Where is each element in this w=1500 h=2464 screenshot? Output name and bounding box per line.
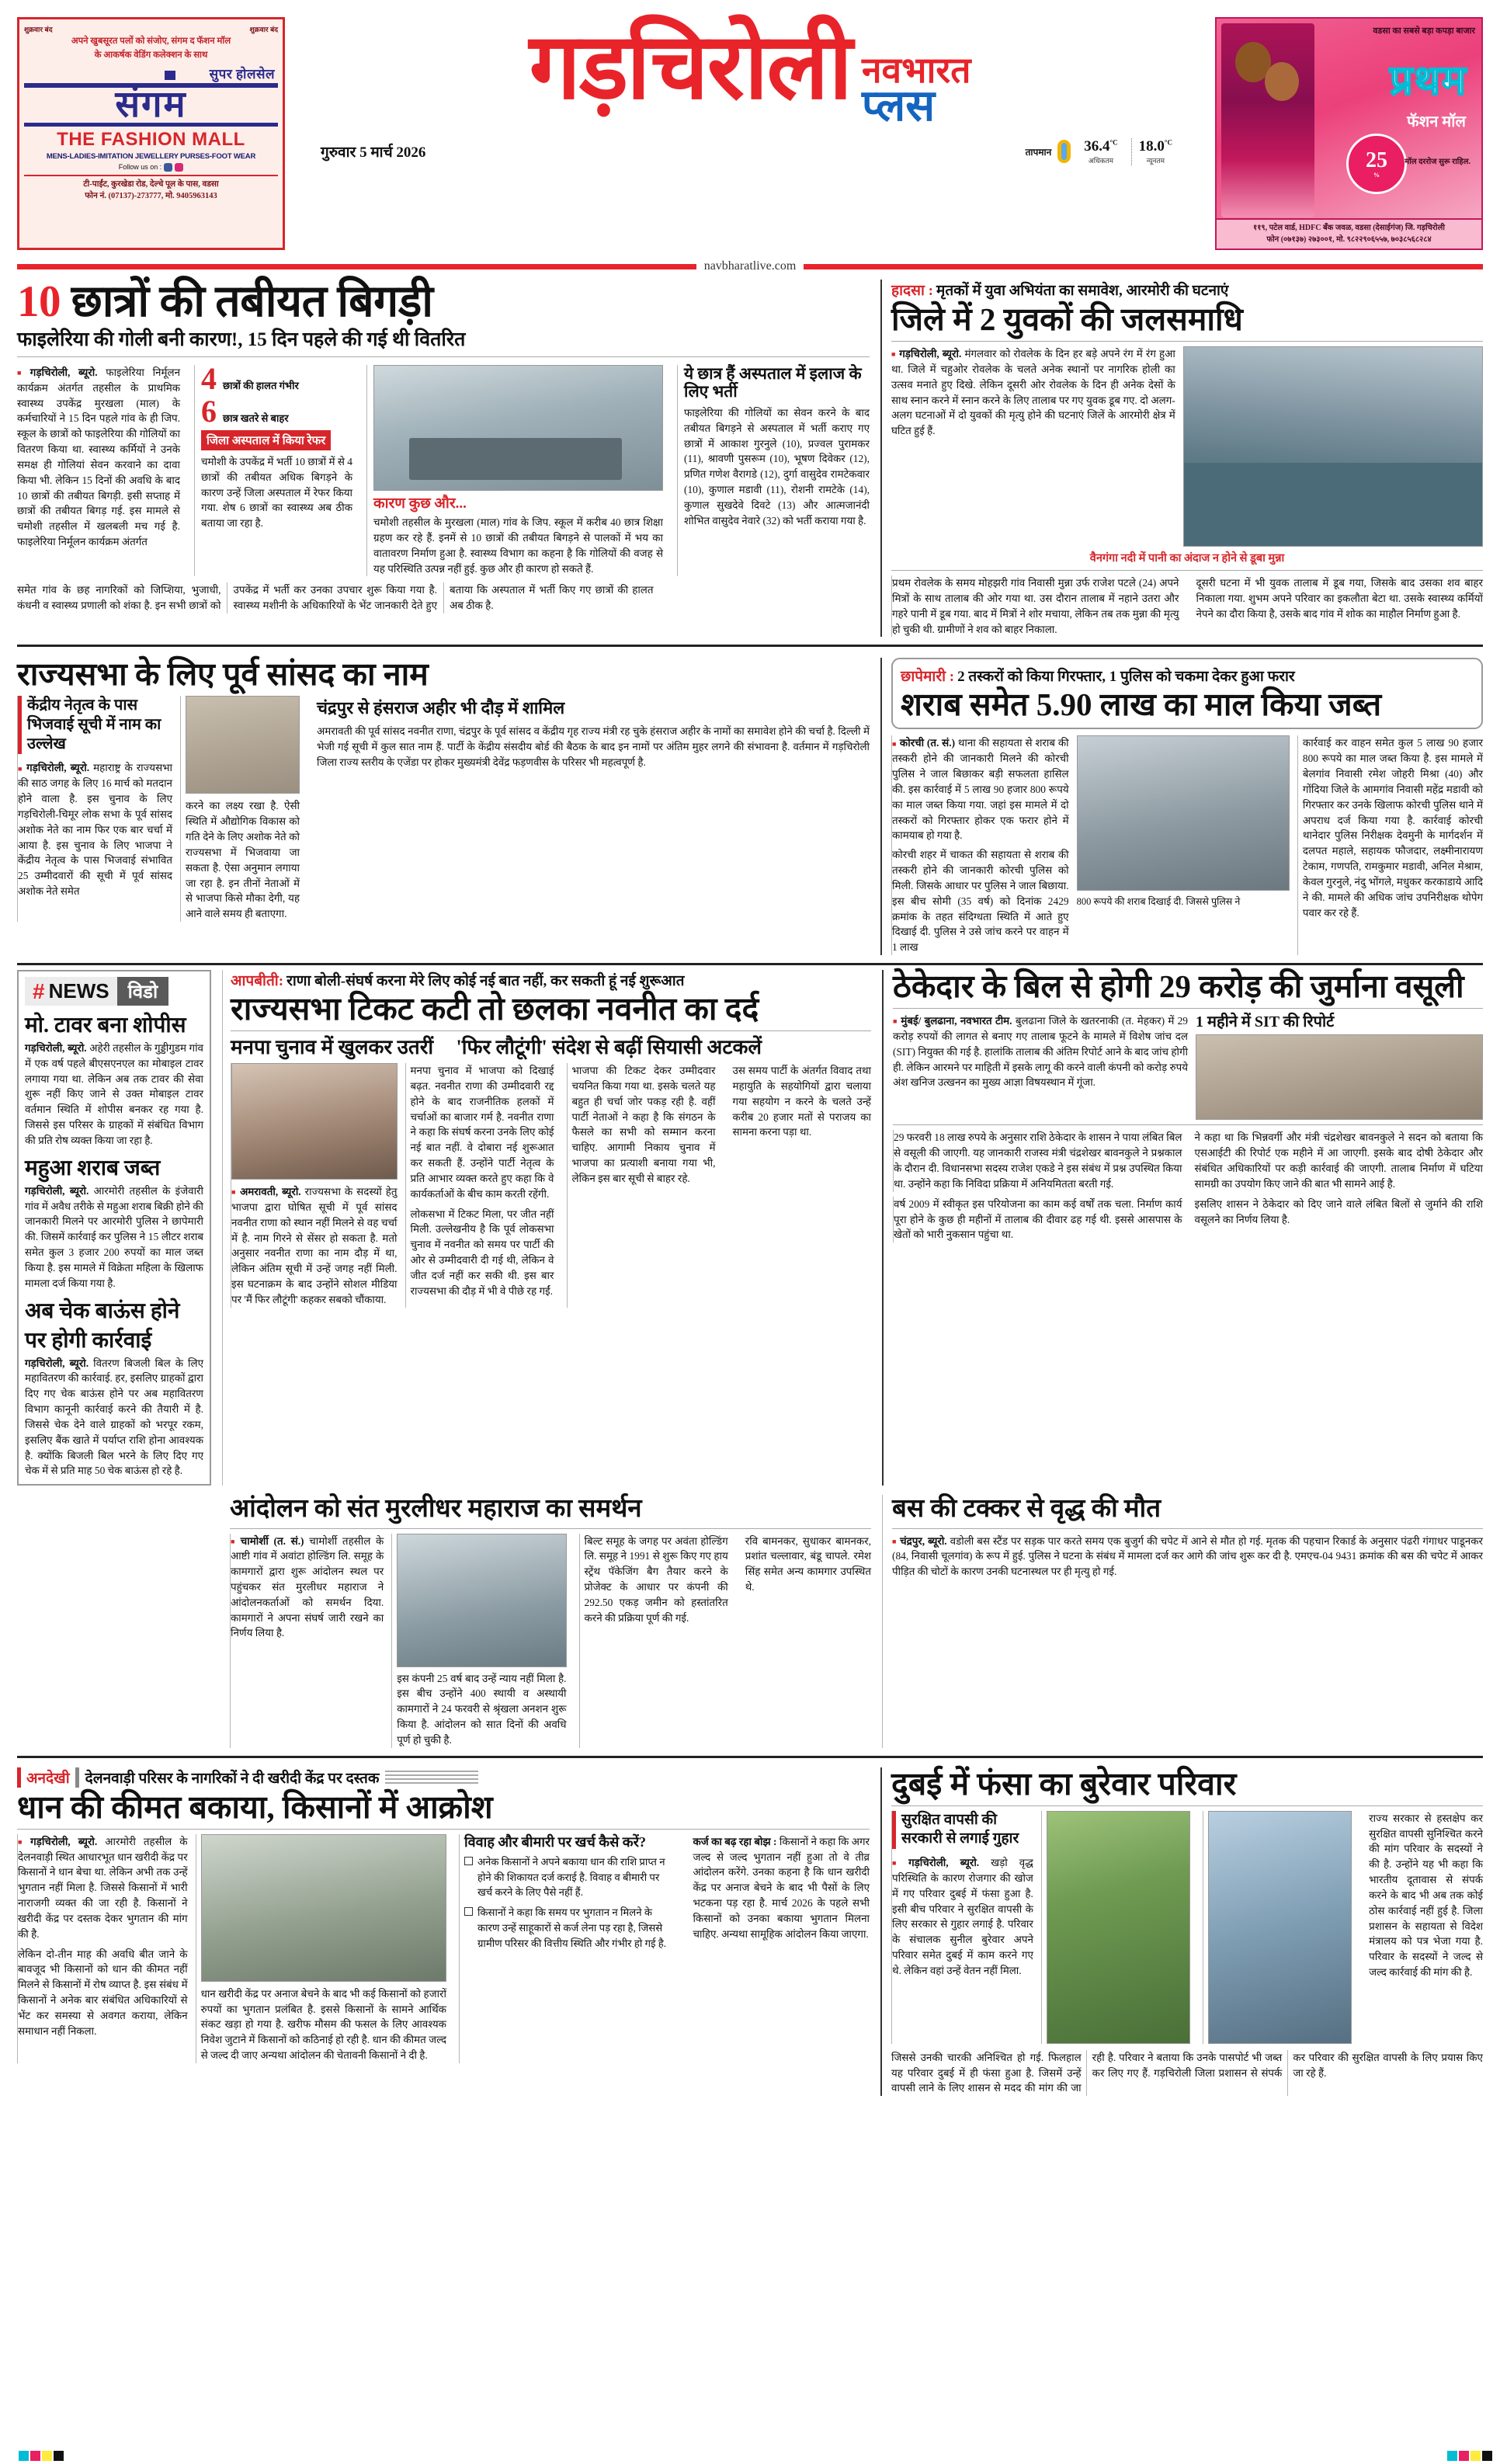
accident-divider [891, 341, 1483, 342]
checkbox-icon [464, 1857, 473, 1865]
navneet-col-1 [231, 1063, 398, 1308]
ad-pratham-topline: वडसा का सबसे बड़ा कपड़ा बाजार [1373, 26, 1475, 36]
news-item-2-title: महुआ शराब जब्त [25, 1156, 161, 1180]
dubai-divider [891, 1805, 1483, 1806]
thekedar-top [893, 1013, 1483, 1120]
ad-pratham-note: मॉल दररोज सुरू राहिल. [1405, 158, 1470, 166]
thekedar-headline: ठेकेदार के बिल से होगी 29 करोड़ की जुर्माना वसूली [893, 968, 1464, 1004]
top-section [17, 277, 1483, 637]
dhan-kicker: अनदेखी [17, 1767, 79, 1788]
thekedar-body-5: इसलिए शासन ने ठेकेदार को दिए जाने वाले लंबित बिलों से जुर्माने की राशि वसूलने का निर्णय लिया है. [1194, 1197, 1483, 1225]
dubai-columns [891, 1811, 1483, 2044]
thekedar-bottom [893, 1130, 1483, 1191]
dubai-headline: दुबई में फंसा का बुरेवार परिवार [891, 1765, 1237, 1802]
dhan-col-3 [459, 1834, 680, 2063]
raid-body-3: कार्रवाई कर वाहन समेत कुल 5 लाख 90 हजार 800 रूपये का माल जब्त किया है. इस मामले में बेलगांव निवासी रमेश जोहरी मिश्रा (40) और गोंदिया जिले के आमगांव निवासी महेंद्र मडावी को गिरफ्तार कर उनके खिलाफ कोरची पुलिस थाने में अपराध दर्ज किया गया है. कार्रवाई कोरची थानेदार पुलिस निरीक्षक देवमुनी के मार्गदर्शन में दलपत महाले, सहायक फौजदार, लक्ष्मीनारायण टेकाम, गणपति, रामकुमार मडावी, अनिल मेश्राम, केवल गुरनुले, नंदु भोंगले, मधुकर करकाडाये आदि ने की. मामले की अधिक जांच उपनिरीक्षक थोपेग पवार कर रहे हैं. [1302, 737, 1483, 919]
fact-2-text: छात्र खतरे से बाहर [223, 412, 289, 424]
dubai-body-2: जिससे उनकी चारकी अनिश्चित हो गई. फिलहाल यह परिवार दुबई में ही फंसा हुआ है. जिसमें उन्हें वापसी लाने के लिए शासन से मदद की मांग की जा रही है. परिवार ने बताया कि उनके पासपोर्ट भी जब्त कर लिए गए हैं. गड़चिरोली जिला प्रशासन से संपर्क कर परिवार की सुरक्षित वापसी के लिए प्रयास किए जा रहे हैं. [891, 2051, 1483, 2094]
andolan-col-1 [230, 1534, 384, 1748]
website-strip [17, 259, 1483, 273]
bus-body: ■ चंद्रपुर, ब्यूरो. वडोली बस स्टैंड पर सड़क पार करते समय एक बुजुर्ग की चपेट में आने से मौत हो गई. मृतक की पहचान रिकार्ड के अनुसार पंढरी गंगाधर पाडूनकर (84, निवासी चूलगांव) के रूप में हुई. पुलिस ने घटना के संबंध में मामला दर्ज कर आगे की जांच शुरू कर दी है. एमएच-04 9431 क्रमांक की बस की चपेट में आकर पीड़ित की चोटों के कारण उनकी घटनास्थल पर ही मृत्यु हो गई. [892, 1534, 1483, 1580]
andolan-body-2: इस कंपनी 25 वर्ष बाद उन्हें न्याय नहीं मिला है. इस बीच उन्होंने 400 स्थायी व अस्थायी कामगारों ने 24 फरवरी से श्रृंखला अनशन शुरू किया है. आंदोलन को सात दिनों की अवधि पूर्ण हो चुकी है. [397, 1672, 567, 1746]
navneet-body-4: लोकसभा में टिकट मिला, पर जीत नहीं मिली. उल्लेखनीय है कि पूर्व लोकसभा चुनाव में नवनीत को समय पर पार्टी की ओर से उम्मीदवारी दी गई थी, लेकिन वे जीत दर्ज नहीं कर सकी थी. इस बार राज्यसभा की दौड़ में भी वे पीछे रह गईं. [410, 1208, 554, 1297]
rajya-sabha-story [17, 658, 870, 955]
lead-right-body: फाइलेरिया की गोलियों का सेवन करने के बाद तबीयत बिगड़ने से अस्पताल में भर्ती कराए गए छात्रों में आकाश गुरनुले (10), प्रज्वल पुरामकर (11), श्रावणी पुसरूम (10), भूषण दिवेकर (12), प्रणित गणेश वैरागडे (12), दुर्गा वासुदेव रामटेकवार (10), कुणाल मडावी (11), रोशनी रामटेके (14), कुणाल सुखदेवे दिवटे (13) और आत्मजानंदी शोभित वासुदेव नेवारे (32) को भर्ती कराया गया है. [684, 406, 870, 527]
accident-body: ■ गड़चिरोली, ब्यूरो. मंगलवार को रोवलेक के दिन हर बड़े अपने रंग में रंग हुआ था. जिले में चहुओर रोवलेक के चलते अनेक स्थानों पर नागरिक होली का उत्सव मनाते हुए दिखे. लेकिन दूसरी ओर रोवलेक के दिन ही अनेक देसों के साथ स्नान करने में स्नान करने के लिए तालाब पर गए युवक डूब गए. दो अलग-अलग घटनाओं में दो युवकों की मृत्यु होने की घटनाएं जिलें के आरमोरी क्षेत्र में घटित हुई हैं. [891, 346, 1175, 547]
politician-portrait-photo [186, 696, 300, 794]
lead-continuation: समेत गांव के छह नागरिकों को जिप्शिया, भुजाधी, कंधनी व स्वास्थ्य प्रणाली को शंका है. इन सभी छात्रों को उपकेंद्र में भर्ती कर उनका उपचार शुरू किया गया है. स्वास्थ्य मशीनी के अधिकारियों के भेंट जानकारी देते हुए बताया कि अस्पताल में भर्ती किए गए छात्रों की हालत अब ठीक है. [17, 584, 654, 612]
ad-address-line2: फोन नं. (07137)-273777, मो. 9405963143 [85, 191, 217, 200]
fact-1-number: 4 [201, 360, 217, 396]
andolan-headline: आंदोलन को संत मुरलीधर महाराज का समर्थन [230, 1495, 642, 1524]
lead-divider [17, 356, 870, 357]
dhan-body-2: लेकिन दो-तीन माह की अवधि बीत जाने के बावजूद भी किसानों को धान की कीमत नहीं मिलने से किसानों में रोष व्याप्त है. इस संबंध में किसानों ने अनेक बार संबंधित अधिकारियों से भेंट कर समस्या से अवगत कराया, लेकिन समाधान नहीं निकला. [18, 1948, 188, 2037]
tab-video[interactable]: विडो [117, 977, 169, 1006]
raid-body-2: कोरची शहर में चाकत की सहायता से शराब की तस्करी होने की जानकारी कोरची पुलिस को मिली. जिसके आधार पर पुलिस ने जाल बिछाया. इस बीच सोमी (35 वर्ष) को दिनांक 2429 क्रमांक के तहत संदिग्धता स्थिति में आते हुए दिखाई दी. पुलिस ने उसे जांच करने पर वाहन में 1 लाख [892, 849, 1069, 954]
news-item-3-body: गड़चिरोली, ब्यूरो. वितरण बिजली बिल के लिए महावितरण की कार्रवाई. हर, इसलिए ग्राहकों द्वारा दिए गए चेक बाऊंस होने पर अब महावितरण विभाग कानूनी कार्रवाई करने की तैयारी में है. जिससे चेक देने वाले ग्राहकों को भरपूर रकम, इसलिए बैंक खाते में पर्याप्त राशि होना आवश्यक है. क्योंकि बिजली बिल भरने के लिए दिए गए चेक में से प्रति माह 50 चेक बाऊंस हो रहे है. [25, 1357, 204, 1477]
masthead [17, 0, 1483, 256]
temperature-label: तापमान [1025, 146, 1052, 158]
thekedar-body-2: 29 फरवरी 18 लाख रुपये के अनुसार राशि ठेकेदार के शासन ने पाया लंबित बिल से वसूली की जाएगी. यह जानकारी राजस्व मंत्री चंद्रशेखर बावनकुले ने प्रश्नकाल के दौरान दी. विधानसभा सदस्य राजेश एकडे ने इस संबंध में प्रश्न उपस्थित किया था. उन्होंने कहा कि निविदा प्रक्रिया में अनियमितता बरती गई. [893, 1130, 1187, 1191]
raid-col-1 [891, 735, 1069, 955]
dhan-body-1: ■ गड़चिरोली, ब्यूरो. आरमोरी तहसील के देलनवाड़ी स्थित आधारभूत धान खरीदी केंद्र पर किसानों ने धान बेचा था. लेकिन अभी तक उन्हें भुगतान नहीं मिला है. जिससे किसानों में भारी नाराजगी व्यक्त की जा रही है. किसानों ने खरीदी केंद्र पर दस्तक देकर भुगतान की मांग की है. [18, 1834, 188, 1942]
spacer-col [17, 1495, 211, 1747]
navneet-subheads [231, 1036, 871, 1058]
raid-seizure-photo [1077, 735, 1290, 891]
navneet-col-2 [405, 1063, 559, 1308]
ad-pratham-subtitle: फॅशन मॉल [1407, 113, 1466, 130]
closed-days-row [24, 24, 278, 34]
rs-body-1: ■ गड़चिरोली, ब्यूरो. महाराष्ट्र के राज्यसभा की साठ जगह के लिए 16 मार्च को मतदान होने वाला है. इस चुनाव के लिए गड़चिरोली-चिमूर लोक सभा के पूर्व सांसद अशोक नेते का नाम फिर एक बार चर्चा में आया है. इस चुनाव के लिए भाजपा ने केंद्रीय नेतृत्व के पास भिजवाई संभावित 25 उम्मीदवारों की सूची में पूर्व सांसद अशोक नेते समेत [18, 760, 172, 898]
dhan-columns [17, 1834, 870, 2063]
checklist-item-1: अनेक किसानों ने अपने बकाया धान की राशि प्राप्त न होने की शिकायत दर्ज कराई है. विवाह व बीमारी पर खर्च करने के लिए पैसे नहीं हैं. [464, 1854, 675, 1900]
temperature-max-value: $36.4^{^\circ C}$ [1084, 137, 1118, 155]
raid-kicker-row [901, 666, 1474, 686]
discount-value: 25 [1366, 148, 1387, 172]
paper-title-main: गड़चिरोली [529, 16, 852, 118]
rs-subhead: चंद्रपुर से हंसराज अहीर भी दौड़ में शामिल [317, 698, 565, 718]
thekedar-right [1196, 1013, 1483, 1120]
rs-body-2: अमरावती की पूर्व सांसद नवनीत राणा, चंद्रपुर के पूर्व सांसद व केंद्रीय गृह राज्य मंत्री रह चुके हंसराज अहीर के नामों का समावेश होने की चर्चा है. दिल्ली में भेजी गई सूची में कुल सात नाम हैं. पार्टी के केंद्रीय संसदीय बोर्ड की बैठक के बाद इन नामों पर अंतिम मुहर लगने की संभावना है. वर्तमान में गड़चिरोली जिला राज्य स्तरीय के एजेंडा पर होकर मुख्यमंत्री देवेंद्र फड़णवीस के परिसर भी महत्वपूर्ण है. [317, 725, 870, 769]
accident-body-3: दूसरी घटना में भी युवक तालाब में डूब गया, जिसके बाद उसका शव बाहर निकाला गया. शुभम अपने परिवार का इकलौता बेटा था. उसके स्वास्थ्य कर्मियों नेपने का दौरा किया है, उसके बाद गांव में शोक का माहौल निर्माण हुआ है. [1196, 577, 1483, 620]
hashtag-icon: # [33, 978, 45, 1003]
andolan-col-3 [579, 1534, 733, 1748]
lead-subhead: फाइलेरिया की गोली बनी कारण!, 15 दिन पहले की गई थी वितरित [17, 329, 466, 351]
news-video-tabs [25, 977, 203, 1006]
lead-cause-body: चमोेशी तहसील के मुरखला (माल) गांव के जिप. स्कूल में करीब 40 छात्र शिक्षा ग्रहण कर रहे हैं. इनमें से 10 छात्रों की तबीयत बिगड़ने से पालकों में भय का वातावरण निर्माण हुआ है. स्वास्थ्य विभाग का कहना है कि गोलियों की वजह से यह परिस्थिति उत्पन्न नहीं हुई. कुछ और ही कारण हो सकते हैं. [373, 516, 663, 575]
bus-headline: बस की टक्कर से वृद्ध की मौत [892, 1495, 1161, 1524]
ad-brand-sangam: संगम [24, 83, 278, 127]
lead-right-heading: ये छात्र हैं अस्पताल में इलाज के लिए भर्ती [684, 363, 862, 401]
liquor-raid-story [880, 658, 1483, 955]
navneet-divider [231, 1030, 871, 1031]
follow-label: Follow us on : [118, 163, 162, 172]
dhan-col-1 [17, 1834, 188, 2063]
paper-title-plus: प्लस [862, 82, 936, 131]
dhan-headline: धान की कीमत बकाया, किसानों में आक्रोश [17, 1788, 493, 1825]
ad-pratham-fashion-mall[interactable] [1215, 17, 1483, 250]
lead-column-1 [17, 365, 186, 577]
rs-column-1 [17, 696, 172, 922]
bus-divider [892, 1528, 1483, 1529]
news-item-1-body: गड़चिरोली, ब्यूरो. अहेरी तहसील के गुड्डीगुडम गांव में एक वर्ष पहले बीएसएनएल का मोबाइल टावर लगाया गया था. लेकिन अब तक टावर की सेवा शुरू नहीं किए जाने से उक्त मोबाइल टावर वर्तमान स्थिति में शोपीस बनकर रह गया है. जिससे इस परिसर के ग्राहकों में संबंधित विभाग की प्रति रोष व्यक्त किया जा रहा है. [25, 1042, 203, 1146]
thekedar-body-3: ने कहा था कि भिन्नवर्गी और मंत्री चंद्रशेखर बावनकुले ने सदन को बताया कि एसआईटी की रिपोर्ट एक महीने में आ जाएगी. इसके बाद दोषी ठेकेदार और संबंधित अधिकारियों पर कड़ी कार्रवाई की जाएगी. तालाब निर्माण में घटिया सामग्री का उपयोग किए जाने की बात भी सामने आई है. [1194, 1131, 1483, 1190]
ad-sangam-fashion-mall[interactable] [17, 17, 285, 250]
ad-pratham-address2: फोन (०७१३७) २७३००१, मो. ९८२२९०६५५७, ७०३८५६८२८४ [1266, 235, 1432, 244]
dhan-kharch: कर्ज का बढ़ रहा बोझ : किसानों ने कहा कि अगर जल्द से जल्द भुगतान नहीं हुआ तो वे तीव्र आंदोलन करेंगे. उनका कहना है कि धान खरीदी केंद्र पर अनाज बेचने के बाद भी पैसों के लिए भटकना पड़ रहा है. मार्च 2026 के पहले सभी किसानों को उनका बकाया भुगतान मिलना चाहिए. अन्यथा सामूहिक आंदोलन किया जाएगा. [693, 1835, 870, 1940]
ad-address [24, 175, 278, 202]
news-item-2-body: गड़चिरोली, ब्यूरो. आरमोरी तहसील के इंजेवारी गांव में अवैध तरीके से महुआ शराब बिक्री होने की जानकारी मिलने पर आरमोरी पुलिस ने छापेमारी की. जिसमें कार्रवाई कर पुलिस ने 15 लीटर शराब समेत कुल 3 हजार 200 रुपयों का माल जब्त किया है. इस मामले में विक्रेता महिला के खिलाफ मामला दर्ज किया गया है. [25, 1184, 203, 1289]
thekedar-divider-2 [893, 1124, 1483, 1125]
lead-cause-heading: कारण कुछ और... [373, 495, 467, 512]
ad-pratham-brand: प्रथम [1390, 59, 1467, 103]
checklist-item-2: किसानों ने कहा कि समय पर भुगतान न मिलने के कारण उन्हें साहूकारों से कर्ज लेना पड़ रहा है, जिससे ग्रामीण परिसर की वित्तीय स्थिति और गंभीर हो गई है. [464, 1905, 675, 1951]
hospital-photo [373, 365, 663, 491]
lead-refer-heading: जिला अस्पताल में किया रेफर [201, 430, 331, 450]
accident-photo-caption: वैनगंगा नदी में पानी का अंदाज न होने से डूबा मुन्ना [1089, 552, 1285, 565]
navneet-side2-head: 'फिर लौटूंगी' संदेश से बढ़ीं सियासी अटकलें [456, 1036, 762, 1059]
instagram-icon[interactable] [175, 163, 183, 172]
rs-column-3 [312, 696, 870, 922]
dubai-body-1: ■ गड़चिरोली, ब्यूरो. खड़ाे वृद्ध परिस्थिति के कारण रोजगार की खोज में गए परिवार दुबई में फंसा हुआ है. इसी बीच परिवार ने सुरक्षित वापसी के लिए सरकार से गुहार लगाई है. परिवार के संचालक सुनील बुरेवार अपने परिवार समेत दुबई में काम करने गए थे. लेकिन वहां उन्हें वेतन नहीं मिला. [892, 1855, 1033, 1979]
discount-badge [1346, 134, 1407, 194]
navneet-rana-photo [231, 1063, 398, 1180]
navneet-col-4 [728, 1063, 872, 1308]
accident-photo-wrap [1183, 346, 1483, 547]
thekedar-body-4: वर्ष 2009 में स्वीकृत इस परियोजना का काम कई वर्षों तक चला. निर्माण कार्य पूरा होने के कुछ ही महीनों में तालाब की दीवार ढह गई थी. इससे आसपास के खेतों को भारी नुकसान पहुंचा था. [893, 1197, 1187, 1242]
dhan-body-3: धान खरीदी केंद्र पर अनाज बेचने के बाद भी कई किसानों को हजारों रुपयों का भुगतान प्रलंबित है. इससे किसानों के सामने आर्थिक संकट खड़ा हो गया है. खरीफ मौसम की फसल के लिए आवश्यक निवेश जुटाने में किसानों को कठिनाई हो रही है. धान की कीमत जल्द से जल्द दी जाए अन्यथा आंदोलन की चेतावनी किसानों ने दी है. [200, 1987, 446, 2062]
raid-kicker-rest: 2 तस्करों को किया गिरफ्तार, 1 पुलिस को चकमा देकर हुआ फरार [957, 669, 1295, 686]
checkbox-icon [464, 1907, 473, 1916]
third-band [17, 970, 1483, 1486]
paper-title-secondary [862, 28, 971, 131]
temperature-min [1131, 138, 1179, 165]
accident-story [880, 280, 1483, 637]
discount-percent: % [1373, 171, 1380, 179]
dubai-col-1 [891, 1811, 1033, 2044]
dhan-col-photo [196, 1834, 451, 2063]
lead-column-3 [366, 365, 669, 577]
dhan-story [17, 1767, 870, 2097]
fourth-band [17, 1495, 1483, 1747]
ad-couple-photo [1221, 23, 1314, 217]
masthead-center [293, 17, 1207, 165]
dhan-checklist [464, 1854, 675, 1951]
navneet-headline: राज्यसभा टिकट कटी तो छलका नवनीत का दर्द [231, 991, 759, 1027]
news-video-sidebar [17, 970, 211, 1486]
website-url[interactable]: navbharatlive.com [703, 259, 797, 273]
dhan-kicker-rest: देलनवाड़ी परिसर के नागरिकों ने दी खरीदी केंद्र पर दस्तक [85, 1770, 380, 1787]
temperature-max [1077, 138, 1124, 165]
navneet-side1-head: मनपा चुनाव में खुलकर उतरीं [231, 1036, 434, 1059]
thermometer-icon [1057, 140, 1071, 163]
lead-refer-body: चमोेशी के उपकेंद्र में भर्ती 10 छात्रों में से 4 छात्रों की तबीयत अधिक बिगड़ने के कारण उन्हें जिला अस्पताल में रेफर किया गया. शेष 6 छात्रों का स्वास्थ्य अब ठीक बताया जा रहा है. [201, 455, 352, 530]
closed-right-label: शुक्रवार बंद [249, 26, 278, 33]
rajya-sabha-headline: राज्यसभा के लिए पूर्व सांसद का नाम [17, 656, 429, 693]
ad-tagline-line2: के आकर्षक वेडिंग कलेक्शन के साथ [94, 50, 208, 60]
ad-brand-english: THE FASHION MALL [57, 128, 245, 150]
protest-photo [397, 1534, 566, 1667]
accident-kicker-row [891, 280, 1483, 300]
ad-follow-row [119, 163, 184, 172]
paper-title-row [529, 16, 971, 131]
thekedar-side-head: 1 महीने में SIT की रिपोर्ट [1196, 1013, 1335, 1031]
lead-column-2 [194, 360, 359, 577]
dubai-family-photo-1 [1047, 1811, 1190, 2044]
andolan-divider [230, 1528, 871, 1529]
bottom-section [17, 1767, 1483, 2097]
ad-address-line1: टी-पाईंट, कुरखेडा रोड, देल्चे पूल के पास, वडसा [83, 179, 219, 189]
temperature-max-label: अधिकतम [1088, 156, 1114, 165]
navneet-body-3: भाजपा की टिकट देकर उम्मीदवार चयनित किया गया था. इसके चलते यह बहुत ही चर्चा जोर पकड़ रही है. वहीं पार्टी नेताओं ने कहा है कि संगठन के फैसले का सभी को सम्मान करना चाहिए. आगामी निकाय चुनाव में भाजपा का प्रत्याशी बनाया गया भी, लेकिन इस बार सूची से बाहर रहे. [571, 1065, 716, 1184]
dubai-kicker: सुरक्षित वापसी की सरकारी से लगाई गुहार [892, 1811, 1033, 1849]
ad-categories: MENS-LADIES-IMITATION JEWELLERY PURSES-FOOT WEAR [46, 151, 256, 161]
raid-caption: 800 रूपये की शराब दिखाई दी. जिससे पुलिस ने [1076, 896, 1241, 908]
news-item-1-title: मो. टावर बना शोपीस [25, 1013, 186, 1037]
news-video-box [17, 970, 211, 1486]
rs-side-kicker: केंद्रीय नेतृत्व के पास भिजवाई सूची में नाम का उल्लेख [18, 696, 172, 754]
lead-fact-1 [201, 360, 352, 396]
andolan-columns [230, 1534, 871, 1748]
accident-top-row [891, 346, 1483, 547]
rs-column-photo [180, 696, 304, 922]
dubai-col-photo-2 [1203, 1811, 1356, 2044]
square-bullet-icon [165, 71, 175, 80]
andolan-story [222, 1495, 871, 1747]
andolan-body-4: रवि बामनकर, सुधाकर बामनकर, प्रशांत चल्लावार, बंडू चापले. रमेश सिंह समेत अन्य कामगार उपस्थित थे. [745, 1534, 871, 1593]
navneet-story [222, 970, 871, 1486]
accident-body-2: प्रथम रोवलेक के समय मोहझरी गांव निवासी मुन्ना उर्फ राजेश पटले (24) अपने मित्रों के साथ तालाब की ओर गया था. उस दौरान तालाब में नहाने उतरा और गहरे पानी में डूब गया. बाद में मित्रों ने शोर मचाया, लेकिन तब तक मुन्ना की मृत्यु हो चुकी थी. ग्रामीणों ने शव को बाहर निकाला. [891, 575, 1186, 637]
lead-story [17, 277, 870, 637]
dubai-family-photo-2 [1208, 1811, 1352, 2044]
liquor-raid-box [891, 658, 1483, 729]
andolan-body-1: ■ चामोर्शी (त. सं.) चामोर्शी तहसील के आष्टी गांव में अवांटा होल्डिंग लि. समूह के कामगारों द्वारा शुरू आंदोलन स्थल पर पहुंचकर संत मुरलीधर महाराज ने आंदोलनकर्ताओं को समर्थन दिया. कामगारों ने अपना संघर्ष जारी रखने का निर्णय लिया है. [231, 1534, 384, 1642]
section-divider-1 [17, 645, 1483, 647]
lead-headline [17, 277, 870, 326]
bus-story [882, 1495, 1483, 1747]
rs-body-3: करने का लक्ष्य रखा है. ऐसी स्थिति में औद्योगिक विकास को गति देने के लिए अशोक नेते को राज्यसभा में भिजवाया जा सकता है. ऐसा अनुमान लगाया जा रहा है. इन तीनों नेताओं में से भाजपा किसे मौका देगी, यह आने वाले समय ही बताएगा. [186, 800, 300, 920]
minister-portrait-photo [1196, 1034, 1483, 1120]
lead-headline-number: 10 [17, 277, 61, 326]
navneet-columns [231, 1063, 871, 1308]
raid-photo-col [1077, 735, 1290, 955]
lead-fact-2 [201, 393, 352, 429]
navneet-body-1: ■ अमरावती, ब्यूरो. राज्यसभा के सदस्यों हेतु भाजपा द्वारा घोषित सूची में पूर्व सांसद नवनीत राणा को स्थान नहीं मिलने से वह चर्चा में है. नाम गिरने से सेंसर हो सकता है. मतो अनुसार नवनीत राणा का नाम दौड़ में था, लेकिन अंतिम सूची में उन्हें जगह नहीं मिली. इस घटनाक्रम के बाद उन्होंने सोशल मीडिया पर 'मैं फिर लौटूंगी' कहकर सबको चौंकाया. [231, 1184, 398, 1308]
accident-kicker: हादसा : [891, 283, 933, 299]
accident-divider-2 [891, 570, 1483, 571]
cmyk-marks-right [1447, 2451, 1492, 2461]
temperature-widget [1026, 138, 1179, 165]
navneet-kicker: आपबीती: [231, 973, 284, 989]
decorative-stripes [385, 1768, 478, 1786]
navneet-body-2: मनपा चुनाव में भाजपा को दिखाई बढ़त. नवनीत राणा की उम्मीदवारी रद्द होने के बाद राजनीतिक हलकों में चर्चाओं का बाजार गर्म है. नवनीत राणा ने कहा कि संघर्ष करना उनके लिए कोई नई बात नहीं. वे दोबारा नई शुरूआत कर सकती हैं. उन्होंने पार्टी नेतृत्व के प्रति आभार व्यक्त करते हुए कहा कि वे कार्यकर्ताओं के बीच काम करती रहेंगी. [410, 1065, 554, 1200]
navneet-kicker-row [231, 970, 871, 990]
cmyk-marks-left [19, 2451, 64, 2461]
news-item-3-title: अब चेक बाऊंस होने पर होगी कार्रवाई [25, 1298, 180, 1353]
andolan-col-photo [391, 1534, 571, 1748]
dhan-kicker-row [17, 1767, 870, 1788]
thekedar-story [882, 970, 1483, 1486]
farmers-photo [201, 1834, 446, 1982]
river-rescue-photo [1183, 346, 1483, 547]
dubai-body-3: राज्य सरकार से हस्तक्षेप कर सुरक्षित वापसी सुनिश्चित करने की मांग परिवार के सदस्यों ने की है. उन्होंने यह भी कहा कि भारतीय दूतावास से संपर्क करने के बाद भी अब तक कोई ठोस कार्रवाई नहीं हुई है. जिला प्रशासन के सहायता से विदेश मंत्रालय को पत्र भेजा गया है. परिवार के सदस्यों ने जल्द से जल्द कार्रवाई की मांग की है. [1369, 1812, 1483, 1978]
tab-news[interactable]: # NEWS [25, 977, 117, 1006]
rajya-sabha-columns [17, 696, 870, 922]
section-divider-3 [17, 1756, 1483, 1758]
andolan-col-4 [741, 1534, 871, 1748]
dhan-divider [17, 1829, 870, 1830]
navneet-col-3 [567, 1063, 720, 1308]
thekedar-bottom-2 [893, 1197, 1483, 1242]
raid-kicker: छापेमारी : [901, 669, 955, 686]
andolan-body-3: बिल्ट समूह के जगह पर अवंता होल्डिंग लि. समूह ने 1991 से शुरू किए गए हाय स्ट्रेंथ पॅकेजिंग बैग तैयार करने के प्रोजेक्ट के आधार पर कंपनी की 292.50 एकड़ जमीन को हस्तांतरित करने की प्रक्रिया पूर्ण की गई. [584, 1534, 728, 1624]
raid-body-1: ■ कोरची (त. सं.) थाना की सहायता से शराब की तस्करी होने की जानकारी मिलने की कोरची पुलिस ने जाल बिछाकर बड़ी सफलता हासिल की. इस कार्रवाई में 5 लाख 90 हजार 800 रूपये का माल जब्त किया गया. जहां इस मामले में दो तस्करों को गिरफ्तार होकर एक फरार होने में कामयाब हो गया है. [892, 735, 1069, 843]
raid-columns [891, 735, 1483, 955]
fact-1-text: छात्रों की हालत गंभीर [223, 379, 299, 391]
ad-super-wholesale: सुपर होलसेल [24, 64, 278, 82]
dubai-story [880, 1767, 1483, 2097]
publication-date: गुरुवार 5 मार्च 2026 [321, 144, 426, 162]
accident-kicker-rest: मृतकों में युवा अभियंता का समावेश, आरमोरी की घटनाएं [936, 283, 1229, 299]
raid-headline: शराब समेत 5.90 लाख का माल किया जब्त [901, 686, 1382, 723]
dubai-col-photo-1 [1041, 1811, 1195, 2044]
lead-headline-text: छात्रों की तबीयत बिगड़ी [71, 277, 433, 326]
masthead-subrow [293, 138, 1207, 165]
lead-body-1: ■ गड़चिरोली, ब्यूरो. फाइलेरिया निर्मूलन कार्यक्रम अंतर्गत तहसील के प्राथमिक स्वास्थ्य उपकेंद्र मुरखला (माल) के कर्मचारियों ने 15 दिन पहले गांव के ही जिप. स्कूल के छात्रों को फाइलेरिया की गोलियों का वितरण किया था. स्वास्थ्य कर्मियों ने उनके समक्ष ही गोलियां सेवन करवाने का दावा किया भी. लेकिन 15 दिनों की अवधि के बाद 10 छात्रों की तबीयत बिगड़ी. इसी सप्ताह में छात्रों की तबीयत बिगड़ गई. इस मामले से चमोेशी तहसील में खलबली मच गई है. फाइलेरिया निर्मूलन कार्यक्रम अंतर्गत [17, 365, 180, 550]
navneet-body-5: उस समय पार्टी के अंतर्गत विवाद तथा महायुति के सहयोगियों द्वारा चलाया गया सहयोग न करने के चलते उन्हें करीब 20 हजार मतों से पराजय का सामना करना पड़ा था. [732, 1065, 871, 1138]
facebook-icon[interactable] [164, 163, 172, 172]
thekedar-divider [893, 1008, 1483, 1009]
accident-headline: जिले में 2 युवकों की जलसमाधि [891, 301, 1243, 337]
fact-2-number: 6 [201, 393, 217, 429]
thekedar-body-1: ■ मुंबई/ बुलढाना, नवभारत टीम. बुलढाना जिले के खतरनाकी (त. मेहकर) में 29 करोड़ रुपयों की लागत से बनाए गए तालाब फूटने के मामले में विशेष जांच दल (SIT) नियुक्त की गई है. हालांकि तालाब की अंतिम रिपोर्ट आने के बाद जांच होगी ही. लेकिन आरमने पर माहिती में इसके लागू की करने वाली कंपनी को करोड़ रुपये अंश खनिज उत्खनन का मुख्य आज्ञा विषयस्थान में गूंजा. [893, 1013, 1188, 1120]
accident-bottom-row [891, 575, 1483, 637]
dubai-col-text [1364, 1811, 1483, 2044]
ad-pratham-address1: ११९, पटेल वार्ड, HDFC बँक जवळ, वडसा (देसाईगंज) जि. गड़चिरोली [1253, 224, 1445, 232]
strip-bar-right [804, 264, 1483, 269]
lead-column-4 [677, 365, 870, 577]
strip-bar-left [17, 264, 696, 269]
dhan-checklist-head: विवाह और बीमारी पर खर्च कैसे करें? [464, 1833, 646, 1850]
raid-col-3 [1297, 735, 1483, 955]
ad-pratham-address [1217, 218, 1481, 248]
section-divider-2 [17, 963, 1483, 965]
lead-columns [17, 360, 870, 577]
navneet-kicker-rest: राणा बोली-संघर्ष करना मेरे लिए कोई नई बात नहीं, कर सकती हूं नई शुरूआत [286, 973, 685, 989]
closed-left-label: शुक्रवार बंद [24, 26, 53, 33]
dhan-col-4 [688, 1834, 870, 2063]
paper-title-navbharat: नवभारत [862, 50, 971, 90]
ad-tagline-line1: अपने खुबसूरत पलों को संजोए, संगम द फॅशन मॉल [71, 36, 231, 46]
temperature-min-label: न्यूनतम [1146, 156, 1165, 165]
temperature-min-value: $18.0^{^\circ C}$ [1138, 137, 1172, 155]
middle-section [17, 658, 1483, 955]
